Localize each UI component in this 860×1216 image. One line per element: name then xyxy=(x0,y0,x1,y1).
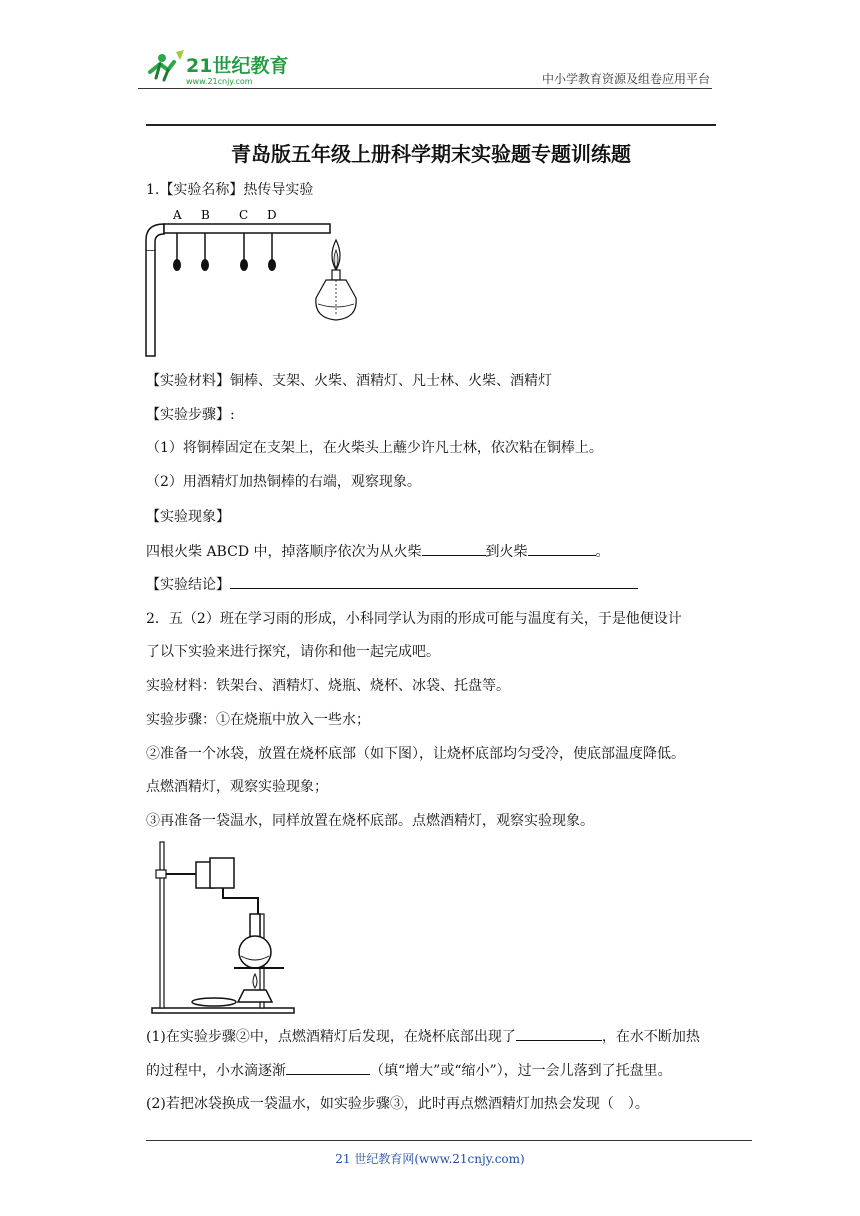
q1-conclusion xyxy=(146,574,638,595)
tray-icon xyxy=(192,998,236,1006)
q2-intro-line1: 2．五（2）班在学习雨的形成，小科同学认为雨的形成可能与温度有关，于是他便设计 xyxy=(146,611,682,627)
page-title: 青岛版五年级上册科学期末实验题专题训练题 xyxy=(231,142,631,166)
q2-step2-line2: 点燃酒精灯，观察实验现象； xyxy=(146,779,328,795)
stand-bend xyxy=(146,224,164,250)
site-logo xyxy=(140,48,310,88)
stand-pole-left xyxy=(160,842,164,1008)
q2-intro-line2: 了以下实验来进行探究，请你和他一起完成吧。 xyxy=(146,644,440,660)
beaker-icon xyxy=(196,858,234,888)
q1-phenomenon-a: 四根火柴 ABCD 中，掉落顺序依次为从火柴 xyxy=(146,544,422,560)
match-a xyxy=(173,233,181,271)
title-rule xyxy=(146,124,716,126)
q1-step1: （1）将铜棒固定在支架上，在火柴头上蘸少许凡士林，依次粘在铜棒上。 xyxy=(146,440,603,456)
label-a: A xyxy=(173,208,182,222)
q2-sub1-text-d: （填“增大”或“缩小”），过一会儿落到了托盘里。 xyxy=(370,1063,672,1079)
q2-sub2: (2)若把冰袋换成一袋温水，如实验步骤③，此时再点燃酒精灯加热会发现（ ）。 xyxy=(146,1096,649,1112)
q2-sub1-text-b: ，在水不断加热 xyxy=(601,1029,700,1045)
stand-base xyxy=(152,1008,294,1013)
match-b xyxy=(201,233,209,271)
q2-sub1-line2 xyxy=(146,1060,672,1081)
q2-sub1-text-a: (1)在实验步骤②中，点燃酒精灯后发现，在烧杯底部出现了 xyxy=(146,1029,516,1045)
rain-experiment-figure xyxy=(148,840,298,1016)
q1-phenomenon-b: 到火柴 xyxy=(485,544,528,560)
q1-step2: （2）用酒精灯加热铜棒的右端，观察现象。 xyxy=(146,474,421,490)
answer-blank-from[interactable] xyxy=(422,541,486,556)
copper-rod xyxy=(164,224,330,233)
match-d xyxy=(268,233,276,271)
q2-sub1-line1 xyxy=(146,1026,700,1047)
label-d: D xyxy=(267,208,277,222)
platform-name: 中小学教育资源及组卷应用平台 xyxy=(541,72,710,86)
answer-blank-to[interactable] xyxy=(528,541,596,556)
runner-icon xyxy=(150,50,184,80)
header-divider xyxy=(138,88,712,89)
q2-sub1-text-c: 的过程中，小水滴逐渐 xyxy=(146,1063,286,1079)
footer-source: 21 世纪教育网(www.21cnjy.com) xyxy=(335,1152,525,1166)
label-c: C xyxy=(239,208,249,222)
label-b: B xyxy=(201,208,210,222)
answer-blank-appeared[interactable] xyxy=(516,1026,602,1041)
alcohol-lamp-icon xyxy=(316,240,356,320)
footer-divider xyxy=(146,1140,752,1141)
q1-heading: 1.【实验名称】热传导实验 xyxy=(146,182,314,198)
flask-icon xyxy=(239,914,271,968)
alcohol-lamp-icon xyxy=(238,974,272,1002)
q2-step1: 实验步骤：①在烧瓶中放入一些水； xyxy=(146,712,370,728)
q1-materials: 【实验材料】铜棒、支架、火柴、酒精灯、凡士林、火柴、酒精灯 xyxy=(146,373,552,389)
answer-blank-size[interactable] xyxy=(286,1060,370,1075)
answer-blank-conclusion[interactable] xyxy=(230,574,638,589)
q2-step3: ③再准备一袋温水，同样放置在烧杯底部。点燃酒精灯，观察实验现象。 xyxy=(146,813,594,829)
q1-phenomenon-heading: 【实验现象】 xyxy=(146,509,230,525)
q1-phenomenon-c: 。 xyxy=(595,544,610,560)
stand-pole xyxy=(146,250,155,356)
heat-conduction-figure xyxy=(140,204,360,360)
q1-phenomenon xyxy=(146,541,610,562)
logo-url: www.21cnjy.com xyxy=(186,77,253,86)
match-c xyxy=(240,233,248,271)
q1-conclusion-label: 【实验结论】 xyxy=(146,577,230,593)
q1-steps-heading: 【实验步骤】: xyxy=(146,407,235,423)
logo-text: 21世纪教育 xyxy=(186,55,289,77)
q2-materials: 实验材料：铁架台、酒精灯、烧瓶、烧杯、冰袋、托盘等。 xyxy=(146,678,510,694)
q2-step2-line1: ②准备一个冰袋，放置在烧杯底部（如下图），让烧杯底部均匀受冷，使底部温度降低。 xyxy=(146,746,685,762)
